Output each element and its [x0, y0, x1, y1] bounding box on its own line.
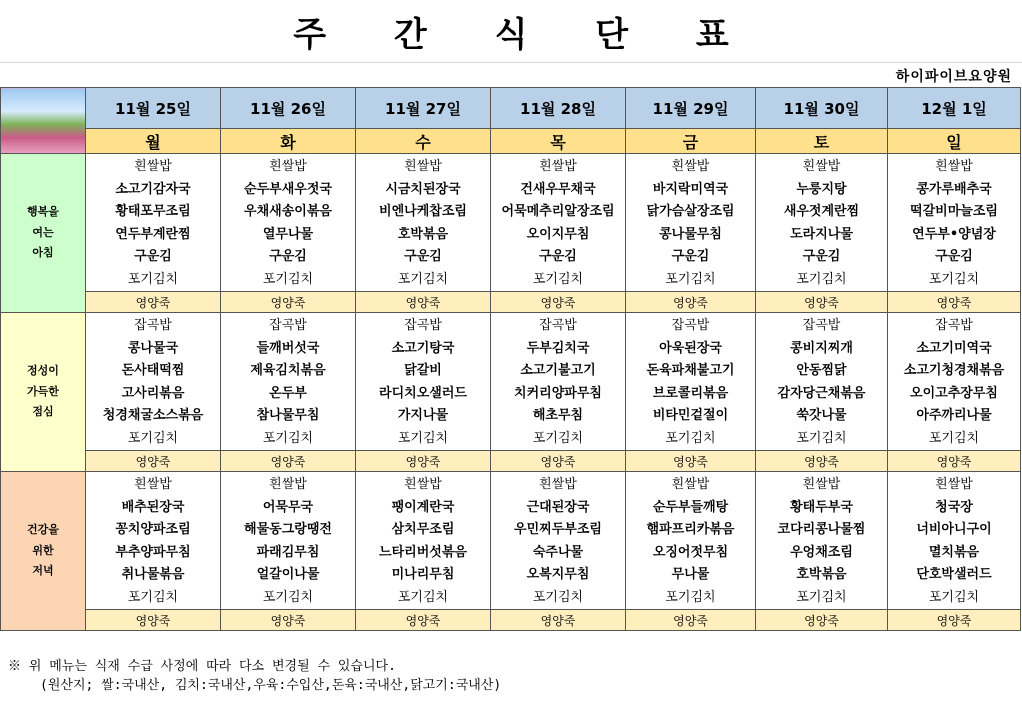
food-item: 돈사태떡찜	[121, 363, 185, 378]
food-item: 구운김	[935, 249, 973, 264]
food-item: 닭가슴살장조림	[646, 204, 735, 219]
food-item: 참나물무침	[256, 408, 320, 423]
food-item: 호박볶음	[397, 226, 449, 242]
food-item: 치커리양파무침	[514, 385, 602, 401]
lunch-row	[1, 313, 1021, 451]
dinner-porridge-row	[1, 610, 1021, 631]
porridge-item: 영양죽	[491, 292, 626, 313]
food-item: 오징어젓무침	[652, 544, 729, 560]
food-item: 파래김무침	[256, 544, 320, 560]
food-item: 포기김치	[928, 271, 980, 287]
food-list	[356, 154, 490, 291]
food-list	[86, 154, 220, 291]
date-header: 12월 1일	[888, 88, 1021, 129]
food-item: 잡곡밥	[671, 318, 710, 333]
breakfast-day-cell	[221, 154, 356, 292]
food-list	[221, 154, 355, 291]
porridge-item: 영양죽	[888, 451, 1021, 472]
lunch-day-cell	[888, 313, 1021, 451]
food-item: 삼치무조림	[391, 522, 455, 537]
food-item: 흰쌀밥	[404, 477, 442, 492]
food-item: 잡곡밥	[935, 318, 973, 333]
breakfast-row	[1, 154, 1021, 292]
porridge-item: 영양죽	[86, 292, 221, 313]
food-item: 흰쌀밥	[134, 159, 172, 174]
meal-label-line: 저녁	[32, 564, 54, 578]
date-header: 11월 26일	[221, 88, 356, 129]
food-item: 구운김	[404, 249, 442, 264]
meal-label-line: 행복을	[27, 204, 59, 218]
food-list	[626, 154, 755, 291]
lunch-day-cell	[86, 313, 221, 451]
food-list	[888, 313, 1020, 450]
food-item: 어묵무국	[262, 499, 314, 515]
porridge-item: 영양죽	[756, 292, 888, 313]
porridge-item: 영양죽	[356, 610, 491, 631]
food-item: 흰쌀밥	[404, 159, 442, 174]
date-row	[1, 88, 1021, 129]
porridge-item: 영양죽	[221, 451, 356, 472]
food-item: 연두부•양념장	[912, 226, 996, 242]
food-list	[356, 472, 490, 609]
meal-label-line: 여는	[32, 225, 54, 239]
breakfast-day-cell	[888, 154, 1021, 292]
weekday-header: 화	[221, 129, 356, 154]
date-header: 11월 30일	[756, 88, 888, 129]
porridge-item: 영양죽	[888, 610, 1021, 631]
food-item: 안동찜닭	[796, 363, 847, 378]
food-item: 건새우무채국	[520, 181, 596, 197]
food-item: 호박볶음	[796, 567, 847, 582]
food-item: 포기김치	[262, 271, 314, 287]
food-item: 아주까리나물	[916, 408, 992, 423]
porridge-item: 영양죽	[626, 610, 756, 631]
lunch-day-cell	[626, 313, 756, 451]
food-item: 콩가루배추국	[916, 181, 992, 197]
dinner-label	[1, 472, 86, 631]
food-item: 잡곡밥	[802, 318, 841, 333]
meal-label-line: 건강을	[27, 522, 59, 536]
page-title: 주 간 식 단 표	[0, 0, 1022, 63]
food-list	[756, 154, 887, 291]
food-item: 팽이계란국	[391, 499, 455, 515]
weekday-header: 수	[356, 129, 491, 154]
food-list	[756, 313, 887, 450]
food-item: 포기김치	[532, 589, 584, 605]
food-item: 포기김치	[262, 430, 314, 446]
food-item: 온두부	[269, 385, 307, 401]
meal-label-line: 정성이	[27, 363, 59, 377]
food-list	[626, 472, 755, 609]
food-item: 포기김치	[397, 271, 449, 287]
food-item: 흰쌀밥	[539, 477, 577, 492]
menu-change-note: ※ 위 메뉴는 식재 수급 사정에 따라 다소 변경될 수 있습니다.	[8, 659, 396, 674]
dinner-day-cell	[626, 472, 756, 610]
food-list	[756, 472, 887, 609]
weekday-header: 일	[888, 129, 1021, 154]
food-list	[356, 313, 490, 450]
food-item: 흰쌀밥	[671, 477, 710, 492]
food-item: 근대된장국	[526, 499, 590, 515]
porridge-item: 영양죽	[356, 292, 491, 313]
food-item: 포기김치	[665, 589, 716, 605]
food-item: 단호박샐러드	[916, 567, 992, 582]
food-item: 포기김치	[665, 430, 716, 446]
food-list	[888, 154, 1020, 291]
food-item: 숙주나물	[532, 544, 584, 560]
weekday-header: 월	[86, 129, 221, 154]
food-item: 느타리버섯볶음	[379, 544, 467, 560]
food-item: 흰쌀밥	[671, 159, 710, 174]
porridge-item: 영양죽	[491, 610, 626, 631]
food-item: 흰쌀밥	[802, 477, 841, 492]
weekday-header: 토	[756, 129, 888, 154]
food-item: 시금치된장국	[385, 181, 461, 197]
food-item: 바지락미역국	[652, 181, 729, 197]
food-item: 포기김치	[928, 430, 980, 446]
weekday-header: 금	[626, 129, 756, 154]
food-item: 소고기감자국	[115, 181, 191, 197]
porridge-item: 영양죽	[356, 451, 491, 472]
food-item: 구운김	[269, 249, 307, 264]
porridge-item: 영양죽	[888, 292, 1021, 313]
food-item: 얼갈이나물	[256, 567, 320, 582]
food-item: 돈육파채불고기	[646, 363, 735, 378]
food-item: 흰쌀밥	[802, 159, 841, 174]
food-item: 두부김치국	[526, 340, 590, 356]
food-item: 오복지무침	[526, 567, 590, 582]
food-item: 미나리무침	[391, 567, 455, 582]
dinner-day-cell	[491, 472, 626, 610]
food-item: 아욱된장국	[659, 340, 722, 356]
food-item: 잡곡밥	[404, 318, 442, 333]
food-item: 오이고추장무침	[910, 385, 998, 401]
food-item: 잡곡밥	[269, 318, 307, 333]
food-item: 꽁치양파조림	[115, 522, 191, 537]
food-item: 해물동그랑땡전	[244, 522, 332, 537]
meal-label-line: 점심	[32, 405, 54, 419]
dinner-day-cell	[356, 472, 491, 610]
breakfast-day-cell	[626, 154, 756, 292]
food-item: 멸치볶음	[928, 544, 980, 560]
lunch-day-cell	[356, 313, 491, 451]
breakfast-label	[1, 154, 86, 313]
food-item: 흰쌀밥	[269, 477, 307, 492]
porridge-item: 영양죽	[756, 451, 888, 472]
porridge-item: 영양죽	[86, 451, 221, 472]
date-header: 11월 25일	[86, 88, 221, 129]
food-item: 흰쌀밥	[539, 159, 577, 174]
food-item: 비엔나케찹조림	[379, 204, 467, 219]
food-item: 쑥갓나물	[796, 408, 847, 423]
breakfast-day-cell	[491, 154, 626, 292]
food-item: 포기김치	[127, 430, 179, 446]
food-item: 흰쌀밥	[935, 477, 973, 492]
food-item: 라디치오샐러드	[379, 385, 467, 401]
food-item: 소고기청경채볶음	[903, 363, 1005, 378]
lunch-label	[1, 313, 86, 472]
food-list	[86, 472, 220, 609]
weekly-menu-table	[0, 87, 1021, 631]
porridge-item: 영양죽	[221, 610, 356, 631]
food-item: 콩비지찌개	[790, 340, 853, 356]
porridge-item: 영양죽	[491, 451, 626, 472]
food-item: 해초무침	[532, 408, 584, 423]
dinner-row	[1, 472, 1021, 610]
food-item: 포기김치	[397, 430, 449, 446]
food-item: 콩나물국	[127, 340, 179, 356]
dinner-day-cell	[221, 472, 356, 610]
date-header: 11월 29일	[626, 88, 756, 129]
food-list	[491, 472, 625, 609]
food-list	[626, 313, 755, 450]
meal-label-line: 아침	[32, 246, 54, 260]
food-item: 소고기불고기	[520, 363, 596, 378]
food-item: 무나물	[671, 567, 710, 582]
breakfast-day-cell	[86, 154, 221, 292]
food-item: 소고기미역국	[916, 340, 992, 356]
food-item: 흰쌀밥	[269, 159, 307, 174]
lunch-porridge-row	[1, 451, 1021, 472]
food-item: 우민찌두부조림	[514, 522, 602, 537]
weekday-header: 목	[491, 129, 626, 154]
breakfast-day-cell	[356, 154, 491, 292]
food-item: 제육김치볶음	[250, 363, 326, 378]
food-item: 열무나물	[262, 226, 314, 242]
food-item: 콩나물무침	[659, 226, 722, 242]
food-item: 오이지무침	[526, 226, 590, 242]
food-item: 연두부계란찜	[115, 226, 191, 242]
date-header: 11월 27일	[356, 88, 491, 129]
food-item: 취나물볶음	[121, 567, 185, 582]
porridge-item: 영양죽	[756, 610, 888, 631]
lunch-day-cell	[756, 313, 888, 451]
food-item: 흰쌀밥	[134, 477, 172, 492]
food-item: 들깨버섯국	[256, 340, 320, 356]
food-item: 우채새송이볶음	[244, 204, 332, 219]
food-item: 포기김치	[127, 589, 179, 605]
food-item: 어묵메추리알장조림	[501, 204, 615, 219]
date-header: 11월 28일	[491, 88, 626, 129]
porridge-item: 영양죽	[221, 292, 356, 313]
breakfast-porridge-row	[1, 292, 1021, 313]
porridge-item: 영양죽	[626, 292, 756, 313]
meal-label-line: 가득한	[27, 384, 59, 398]
food-item: 청국장	[935, 499, 973, 515]
facility-name: 하이파이브요양원	[895, 69, 1012, 85]
food-item: 황태포무조림	[115, 204, 191, 219]
food-item: 햄파프리카볶음	[646, 522, 735, 537]
meal-label-line: 위한	[32, 543, 54, 557]
food-list	[491, 313, 625, 450]
food-item: 감자당근채볶음	[777, 385, 866, 401]
food-item: 황태두부국	[790, 499, 853, 515]
dinner-day-cell	[86, 472, 221, 610]
food-item: 부추양파무침	[115, 544, 191, 560]
lunch-day-cell	[221, 313, 356, 451]
food-item: 포기김치	[928, 589, 980, 605]
food-item: 포기김치	[796, 271, 847, 287]
food-item: 포기김치	[796, 430, 847, 446]
day-row	[1, 129, 1021, 154]
food-item: 구운김	[671, 249, 710, 264]
dinner-day-cell	[888, 472, 1021, 610]
food-item: 비타민겉절이	[652, 408, 729, 423]
food-item: 포기김치	[532, 271, 584, 287]
food-item: 구운김	[539, 249, 577, 264]
food-item: 고사리볶음	[121, 385, 185, 401]
food-item: 구운김	[802, 249, 841, 264]
food-item: 잡곡밥	[539, 318, 577, 333]
food-item: 포기김치	[532, 430, 584, 446]
food-item: 청경채굴소스볶음	[102, 408, 204, 423]
origin-note: (원산지; 쌀:국내산, 김치:국내산,우육:수입산,돈육:국내산,닭고기:국내산)	[40, 678, 502, 693]
footer-notes	[8, 657, 501, 695]
food-item: 포기김치	[796, 589, 847, 605]
food-item: 구운김	[134, 249, 172, 264]
food-item: 우엉채조림	[790, 544, 853, 560]
food-item: 포기김치	[127, 271, 179, 287]
food-item: 새우젓계란찜	[783, 204, 860, 219]
food-item: 포기김치	[397, 589, 449, 605]
food-item: 코다리콩나물찜	[777, 522, 866, 537]
food-list	[888, 472, 1020, 609]
breakfast-day-cell	[756, 154, 888, 292]
field-flower-image	[1, 88, 86, 154]
food-item: 배추된장국	[121, 499, 185, 515]
food-list	[86, 313, 220, 450]
food-item: 브로콜리볶음	[652, 385, 729, 401]
food-item: 포기김치	[262, 589, 314, 605]
food-item: 순두부새우젓국	[244, 181, 332, 197]
food-item: 도라지나물	[790, 226, 853, 242]
food-list	[491, 154, 625, 291]
food-list	[221, 472, 355, 609]
food-list	[221, 313, 355, 450]
food-item: 포기김치	[665, 271, 716, 287]
food-item: 닭갈비	[404, 363, 442, 378]
lunch-day-cell	[491, 313, 626, 451]
food-item: 흰쌀밥	[935, 159, 973, 174]
porridge-item: 영양죽	[86, 610, 221, 631]
food-item: 가지나물	[397, 408, 449, 423]
food-item: 너비아니구이	[916, 522, 992, 537]
food-item: 소고기탕국	[391, 340, 455, 356]
food-item: 누룽지탕	[796, 181, 847, 197]
food-item: 잡곡밥	[134, 318, 172, 333]
food-item: 떡갈비마늘조림	[910, 204, 998, 219]
food-item: 순두부들깨탕	[652, 499, 729, 515]
porridge-item: 영양죽	[626, 451, 756, 472]
dinner-day-cell	[756, 472, 888, 610]
